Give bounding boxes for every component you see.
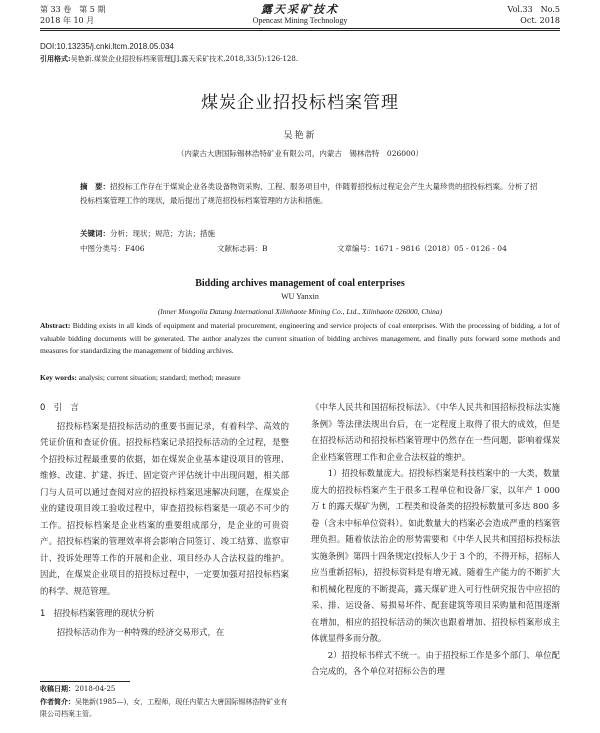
vol-no: Vol.33 No.5 — [507, 5, 560, 14]
paper-title-en: Bidding archives management of coal enterprises — [195, 278, 405, 289]
clc-number: 中图分类号：F406 — [80, 244, 145, 253]
keywords-cn-text: 分析；现状；规范；方法；措施 — [110, 229, 215, 238]
body-column-right — [311, 399, 560, 680]
classification-line — [80, 243, 540, 255]
affiliation-en: (Inner Mongolia Datang International Xilinhaote Mining Co., Ltd., Xilinhaote 026000, China) — [157, 307, 443, 316]
author-en: WU Yanxin — [281, 292, 319, 301]
author-bio-label: 作者简介： — [40, 698, 75, 706]
abstract-cn — [80, 180, 540, 208]
article-number: 文章编号：1671 - 9816（2018）05 - 0126 - 04 — [337, 244, 507, 253]
document-code: 文献标志码：B — [217, 244, 268, 253]
right-paragraph-1: 《中华人民共和国招标投标法》、《中华人民共和国招标投标法实施条例》等法律法规出台后，在一定程度上取得了很大的成效，但是在招投标活动和招投标档案管理中仍然存在一些问题，影响着煤炭企业档案管理工作和企业合法权益的维护。 — [311, 402, 560, 462]
keywords-en-text: analysis; current situation; standard; method; measure — [76, 373, 241, 382]
abstract-en-label: Abstract: — [40, 321, 71, 330]
journal-name-cn: 露天采矿技术 — [261, 3, 339, 16]
affiliation-cn: （内蒙古大唐国际锡林浩特矿业有限公司，内蒙古 锡林浩特 026000） — [176, 149, 424, 158]
abstract-cn-text: 招投标工作存在于煤炭企业各类设备物资采购、工程、服务项目中，伴随着招投标过程定会产生大量珍贵的招投标档案。分析了招投标档案管理工作的现状，最后提出了规范招投标档案管理的方法和措施。 — [80, 182, 538, 205]
author-bio-text: 吴艳新(1985—)，女，工程师，现任内蒙古大唐国际锡林浩特矿业有限公司档案主管。 — [40, 698, 288, 718]
keywords-cn-label: 关键词： — [80, 229, 110, 238]
author-cn: 吴艳新 — [283, 131, 317, 141]
header-right — [508, 4, 560, 26]
keywords-en-label: Key words: — [40, 373, 77, 382]
right-paragraph-2: 1）招投标数量庞大。招投标档案是科技档案中的一大类，数量庞大的招投标档案产生于很多工程单位和设备厂家，以年产 1 000 万 t 的露天煤矿为例，工程类和设备类的招投标数量可多达 800 多卷（含未中标单位资料）。如此数量大的档案必会造成严重的档案管理负担。随着依法治企的形势需要和《中华人民共和国招标投标法实施条例》第四十四条规定(投标人少于 3 个的，不得开标，招标人应当重新招标)，招投标资料是有增无减。随着生产能力的不断扩大和机械化程度的不断提高，露天煤矿进入可行性研究报告中应招的采、排、运设备、易损易坏件、配套建筑等项目采购量和范围逐渐在增加，相应的招投标活动的频次也跟着增加、招投标档案形成主体就显得多而分散。 — [311, 468, 560, 643]
date-cn: 2018 年 10 月 — [40, 16, 95, 25]
section-0-paragraph: 招投标档案是招投标活动的重要书面记录，有着科学、高效的凭证价值和查证价值。招投标档案记录招投标活动的全过程，是整个招投标过程最重要的依据，如在煤炭企业基本建设项目的管理、维修、改建、扩建、拆迁、固定资产评估统计中出现问题，相关部门与人员可以通过查阅对应的招投标档案迅速解决问题，在煤炭企业的建设项目竣工验收过程中，审查招投标档案是一项必不可少的工作。招投标档案是企业档案的重要组成部分，是企业的可贵资产。招投标档案的管理效率将会影响合同签订、竣工结算、监察审计、投诉处理等工作的开展和企业、项目经办人合法权益的维护。因此，在煤炭企业项目的招投标过程中，一定要加强对招投标档案的科学、规范管理。 — [40, 420, 289, 596]
running-header — [40, 4, 560, 30]
right-paragraph-3: 2）招投标书样式不统一。由于招投标工作是多个部门、单位配合完成的，各个单位对招标公告的理 — [311, 649, 560, 676]
volume-issue: 第 33 卷 第 5 期 — [40, 5, 106, 14]
citation-label: 引用格式: — [40, 54, 71, 63]
date-en: Oct. 2018 — [520, 16, 560, 25]
keywords-en — [40, 372, 241, 384]
received-date: 2018-04-25 — [75, 685, 116, 693]
abstract-en — [40, 320, 560, 358]
journal-name-en: Opencast Mining Technology — [252, 16, 348, 25]
doi: DOI:10.13235/j.cnki.ltcm.2018.05.034 — [40, 42, 174, 51]
section-1-heading: 1 招投标档案管理的现状分析 — [40, 608, 155, 618]
citation — [40, 54, 298, 64]
header-center — [40, 4, 560, 26]
footnote-rule — [40, 681, 130, 682]
footnote-author-bio — [40, 697, 289, 720]
abstract-cn-label: 摘 要： — [80, 182, 110, 191]
section-1-paragraph: 招投标活动作为一种特殊的经济交易形式，在 — [56, 626, 225, 637]
citation-text: 吴艳新.煤炭企业招投标档案管理[J].露天采矿技术,2018,33(5):126-128. — [70, 55, 299, 63]
keywords-cn — [80, 228, 215, 240]
abstract-en-text: Bidding exists in all kinds of equipment and material procurement, engineering and service projects of coal enterprises. With the processing of bidding, a lot of valuable bidding documents will be generated. The author analyzes the current situation of bidding archives management, and finally puts forward some methods and measures for standardizing the management of bidding archives. — [40, 321, 560, 355]
header-rule-top — [40, 28, 560, 29]
footnote-received — [40, 684, 289, 696]
body-column-left — [40, 399, 289, 640]
received-label: 收稿日期： — [40, 685, 75, 693]
header-rule-bottom — [40, 30, 560, 31]
paper-title-cn: 煤炭企业招投标档案管理 — [201, 93, 399, 113]
section-0-heading: 0 引 言 — [40, 402, 79, 412]
